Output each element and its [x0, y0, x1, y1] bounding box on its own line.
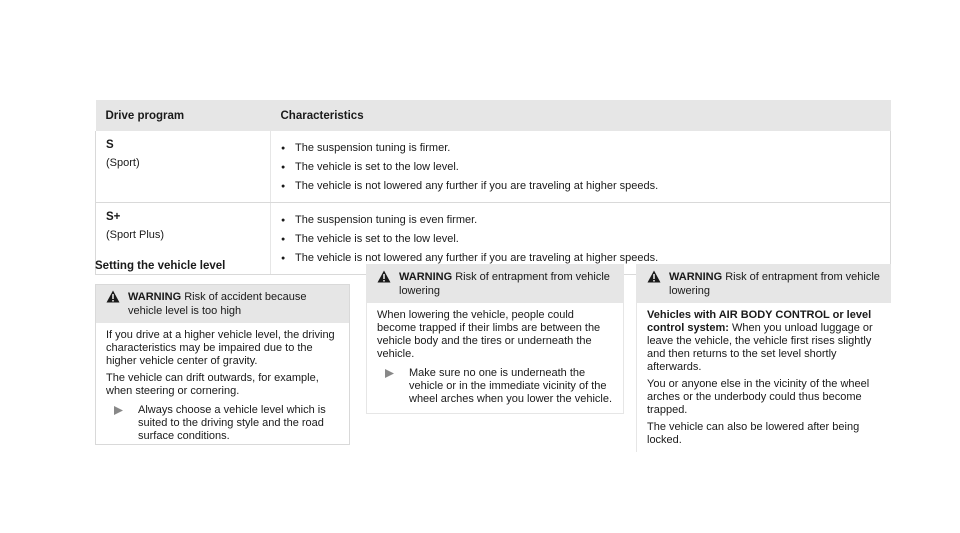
warning-paragraph: You or anyone else in the vicinity of the wheel arches or the underbody could thus become trapped.	[647, 378, 870, 416]
warning-action-text: Always choose a vehicle level which is suited to the driving style and the road surface conditions.	[138, 404, 326, 442]
mode-name: S	[106, 139, 114, 151]
list-item: ● The vehicle is set to the low level.	[281, 158, 880, 177]
characteristics-cell	[271, 131, 891, 203]
warning-action	[377, 367, 613, 406]
warning-label: WARNING	[669, 271, 723, 283]
section-title: Setting the vehicle level	[95, 260, 226, 272]
mode-subtitle: (Sport)	[106, 157, 140, 169]
list-item: ● The vehicle is not lowered any further if you are traveling at higher speeds.	[281, 249, 880, 268]
drive-program-table	[95, 100, 891, 275]
warning-paragraph: The vehicle can drift outwards, for example, when steering or cornering.	[106, 372, 319, 397]
warning-paragraph: The vehicle can also be lowered after being locked.	[647, 421, 860, 446]
warning-title: Risk of accident because vehicle level is too high	[128, 291, 307, 317]
table-row	[96, 131, 891, 203]
warning-header	[96, 285, 349, 323]
warning-title: Risk of entrapment from vehicle lowering	[669, 271, 880, 297]
list-item: ● The suspension tuning is firmer.	[281, 139, 880, 158]
warning-label: WARNING	[128, 291, 182, 303]
warning-header	[367, 265, 623, 303]
warning-box-entrapment-air-body	[636, 264, 891, 452]
warning-action	[106, 404, 339, 443]
warning-lead: Vehicles with AIR BODY CONTROL or level control system:	[647, 309, 872, 334]
warning-paragraph: When lowering the vehicle, people could become trapped if their limbs are between the vehicle body and the tires or underneath the vehicle.	[377, 309, 601, 360]
warning-title: Risk of entrapment from vehicle lowering	[399, 271, 610, 297]
warning-triangle-icon	[106, 290, 120, 303]
arrow-right-icon	[385, 369, 394, 378]
mode-name: S+	[106, 211, 121, 223]
warning-triangle-icon	[647, 270, 661, 283]
warning-action-text: Make sure no one is underneath the vehicle or in the immediate vicinity of the wheel arches when you lower the vehicle.	[409, 367, 613, 405]
warning-box-entrapment	[366, 264, 624, 414]
mode-subtitle: (Sport Plus)	[106, 229, 165, 241]
warning-label: WARNING	[399, 271, 453, 283]
warning-triangle-icon	[377, 270, 391, 283]
list-item: ● The suspension tuning is even firmer.	[281, 211, 880, 230]
warning-paragraph: If you drive at a higher vehicle level, the driving characteristics may be impaired due to the higher vehicle center of gravity.	[106, 329, 335, 367]
column-header-characteristics: Characteristics	[271, 100, 891, 131]
warning-lead-paragraph	[647, 309, 881, 374]
warning-lead-text: When you unload luggage or leave the vehicle, the vehicle first rises slightly and then returns to the set level shortly afterwards.	[647, 322, 873, 373]
warning-body	[367, 303, 623, 414]
warning-box-vehicle-level	[95, 284, 350, 445]
mode-cell	[96, 131, 271, 203]
list-item: ● The vehicle is not lowered any further if you are traveling at higher speeds.	[281, 177, 880, 196]
warning-body	[637, 303, 891, 459]
list-item: ● The vehicle is set to the low level.	[281, 230, 880, 249]
characteristics-list	[281, 211, 880, 268]
table-header-row	[96, 100, 891, 131]
arrow-right-icon	[114, 406, 123, 415]
warning-header	[637, 265, 891, 303]
column-header-drive-program: Drive program	[96, 100, 271, 131]
characteristics-list	[281, 139, 880, 196]
warning-body	[96, 323, 349, 451]
